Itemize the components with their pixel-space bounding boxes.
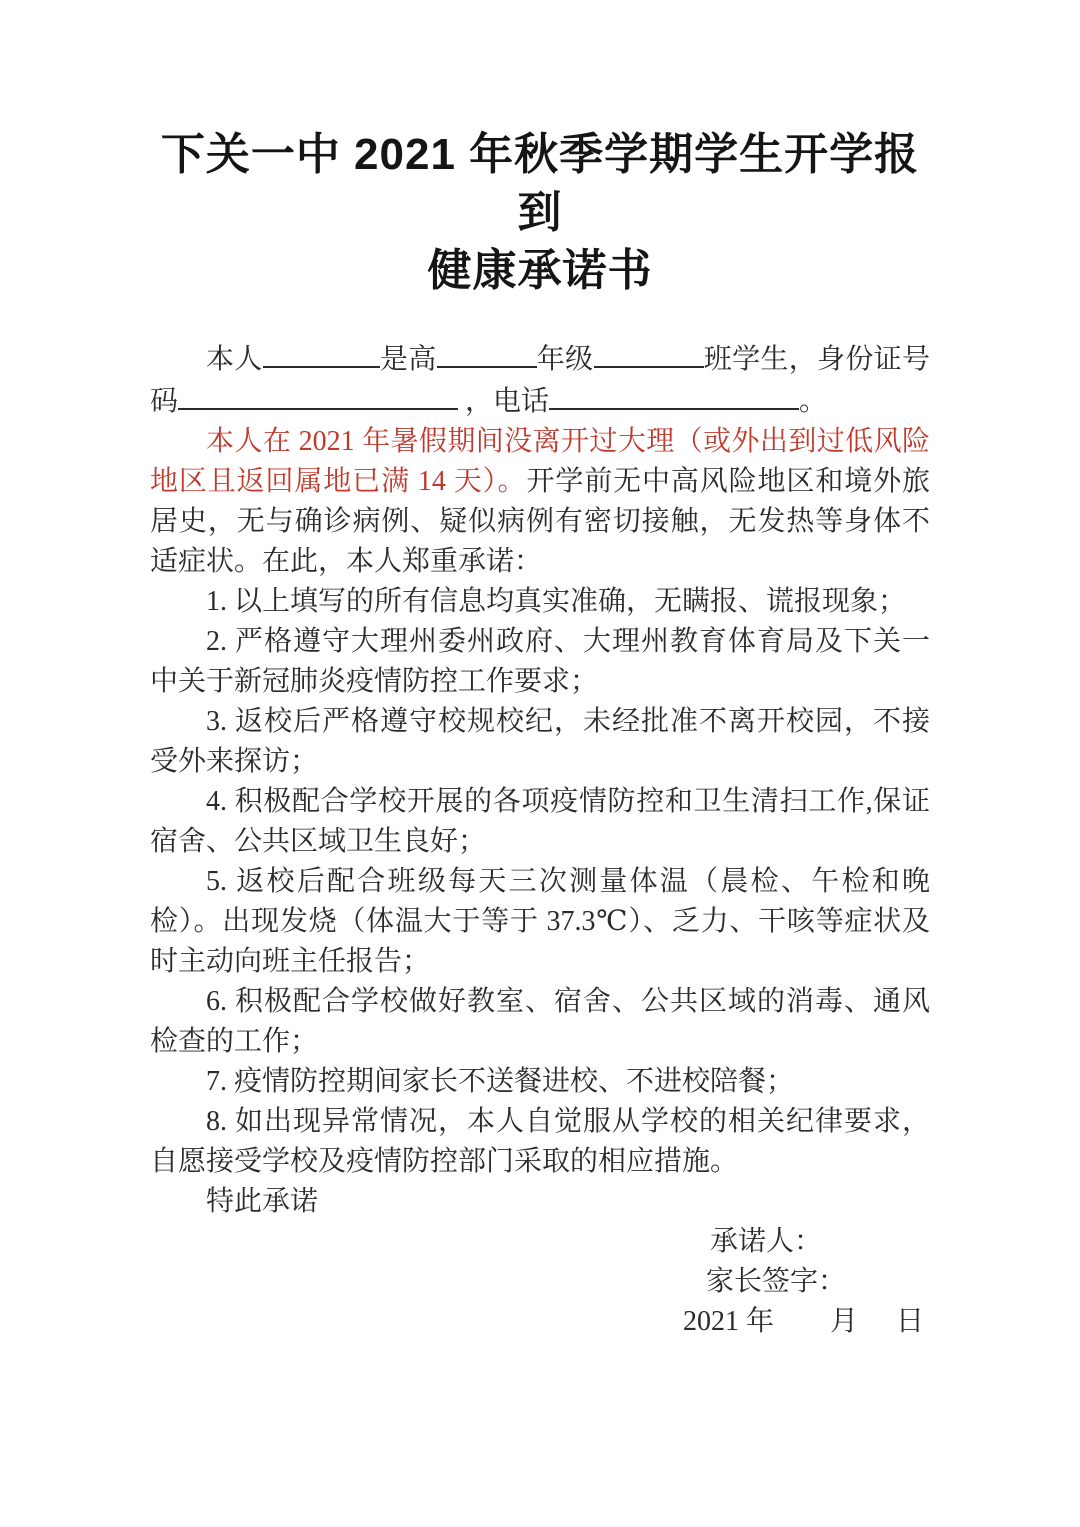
pledge-red-text: 本人在 2021 年暑假期间没离开过大理（或外出到过低风险地区且返回属地已满 14 天）。 — [150, 426, 930, 497]
date-day: 日 — [896, 1306, 925, 1337]
commitment-item-7: 7. 疫情防控期间家长不送餐进校、不进校陪餐； — [206, 1066, 795, 1097]
closing-statement: 特此承诺 — [206, 1186, 319, 1217]
phone-blank-line — [549, 380, 799, 410]
label-student-id: 班学生，身份证号码 — [150, 344, 930, 417]
commitment-item-4: 4. 积极配合学校开展的各项疫情防控和卫生清扫工作,保证宿舍、公共区域卫生良好； — [150, 786, 930, 857]
commitment-item-1: 1. 以上填写的所有信息均真实准确，无瞒报、谎报现象； — [206, 586, 907, 617]
commitment-item-3: 3. 返校后严格遵守校规校纪，未经批准不离开校园，不接受外来探访； — [150, 706, 930, 777]
class-blank-line — [594, 338, 704, 368]
label-grade: 是高 — [379, 344, 437, 375]
label-phone: ，电话 — [458, 386, 550, 417]
label-class: 年级 — [536, 344, 594, 375]
commitment-item-5: 5. 返校后配合班级每天三次测量体温（晨检、午检和晚检）。出现发烧（体温大于等于 37.3℃）、乏力、干咳等症状及时主动向班主任报告； — [150, 866, 930, 977]
grade-blank-line — [437, 338, 537, 368]
name-blank-line — [263, 338, 380, 368]
label-name: 本人 — [206, 344, 263, 375]
date-year: 2021 年 — [683, 1306, 775, 1337]
promisor-signature-label: 承诺人： — [710, 1226, 823, 1257]
document-title-line2: 健康承诺书 — [427, 246, 653, 295]
document-title-line1: 下关一中 2021 年秋季学期学生开学报到 — [160, 130, 920, 237]
parent-signature-label: 家长签字： — [706, 1266, 847, 1297]
label-period: 。 — [799, 386, 828, 417]
date-line — [150, 1302, 930, 1342]
commitment-item-2: 2. 严格遵守大理州委州政府、大理州教育体育局及下关一中关于新冠肺炎疫情防控工作要求； — [150, 626, 930, 697]
document-title — [150, 126, 930, 300]
student-info-paragraph — [150, 338, 930, 422]
commitment-item-8: 8. 如出现异常情况，本人自觉服从学校的相关纪律要求，自愿接受学校及疫情防控部门采取的相应措施。 — [150, 1106, 930, 1177]
commitment-item-6: 6. 积极配合学校做好教室、宿舍、公共区域的消毒、通风检查的工作； — [150, 986, 930, 1057]
pledge-paragraph — [150, 422, 930, 582]
pledge-black-text: 开学前无中高风险地区和境外旅居史，无与确诊病例、疑似病例有密切接触，无发热等身体不适症状。在此，本人郑重承诺： — [150, 466, 930, 577]
id-number-blank-line — [178, 380, 458, 410]
date-month: 月 — [830, 1306, 859, 1337]
